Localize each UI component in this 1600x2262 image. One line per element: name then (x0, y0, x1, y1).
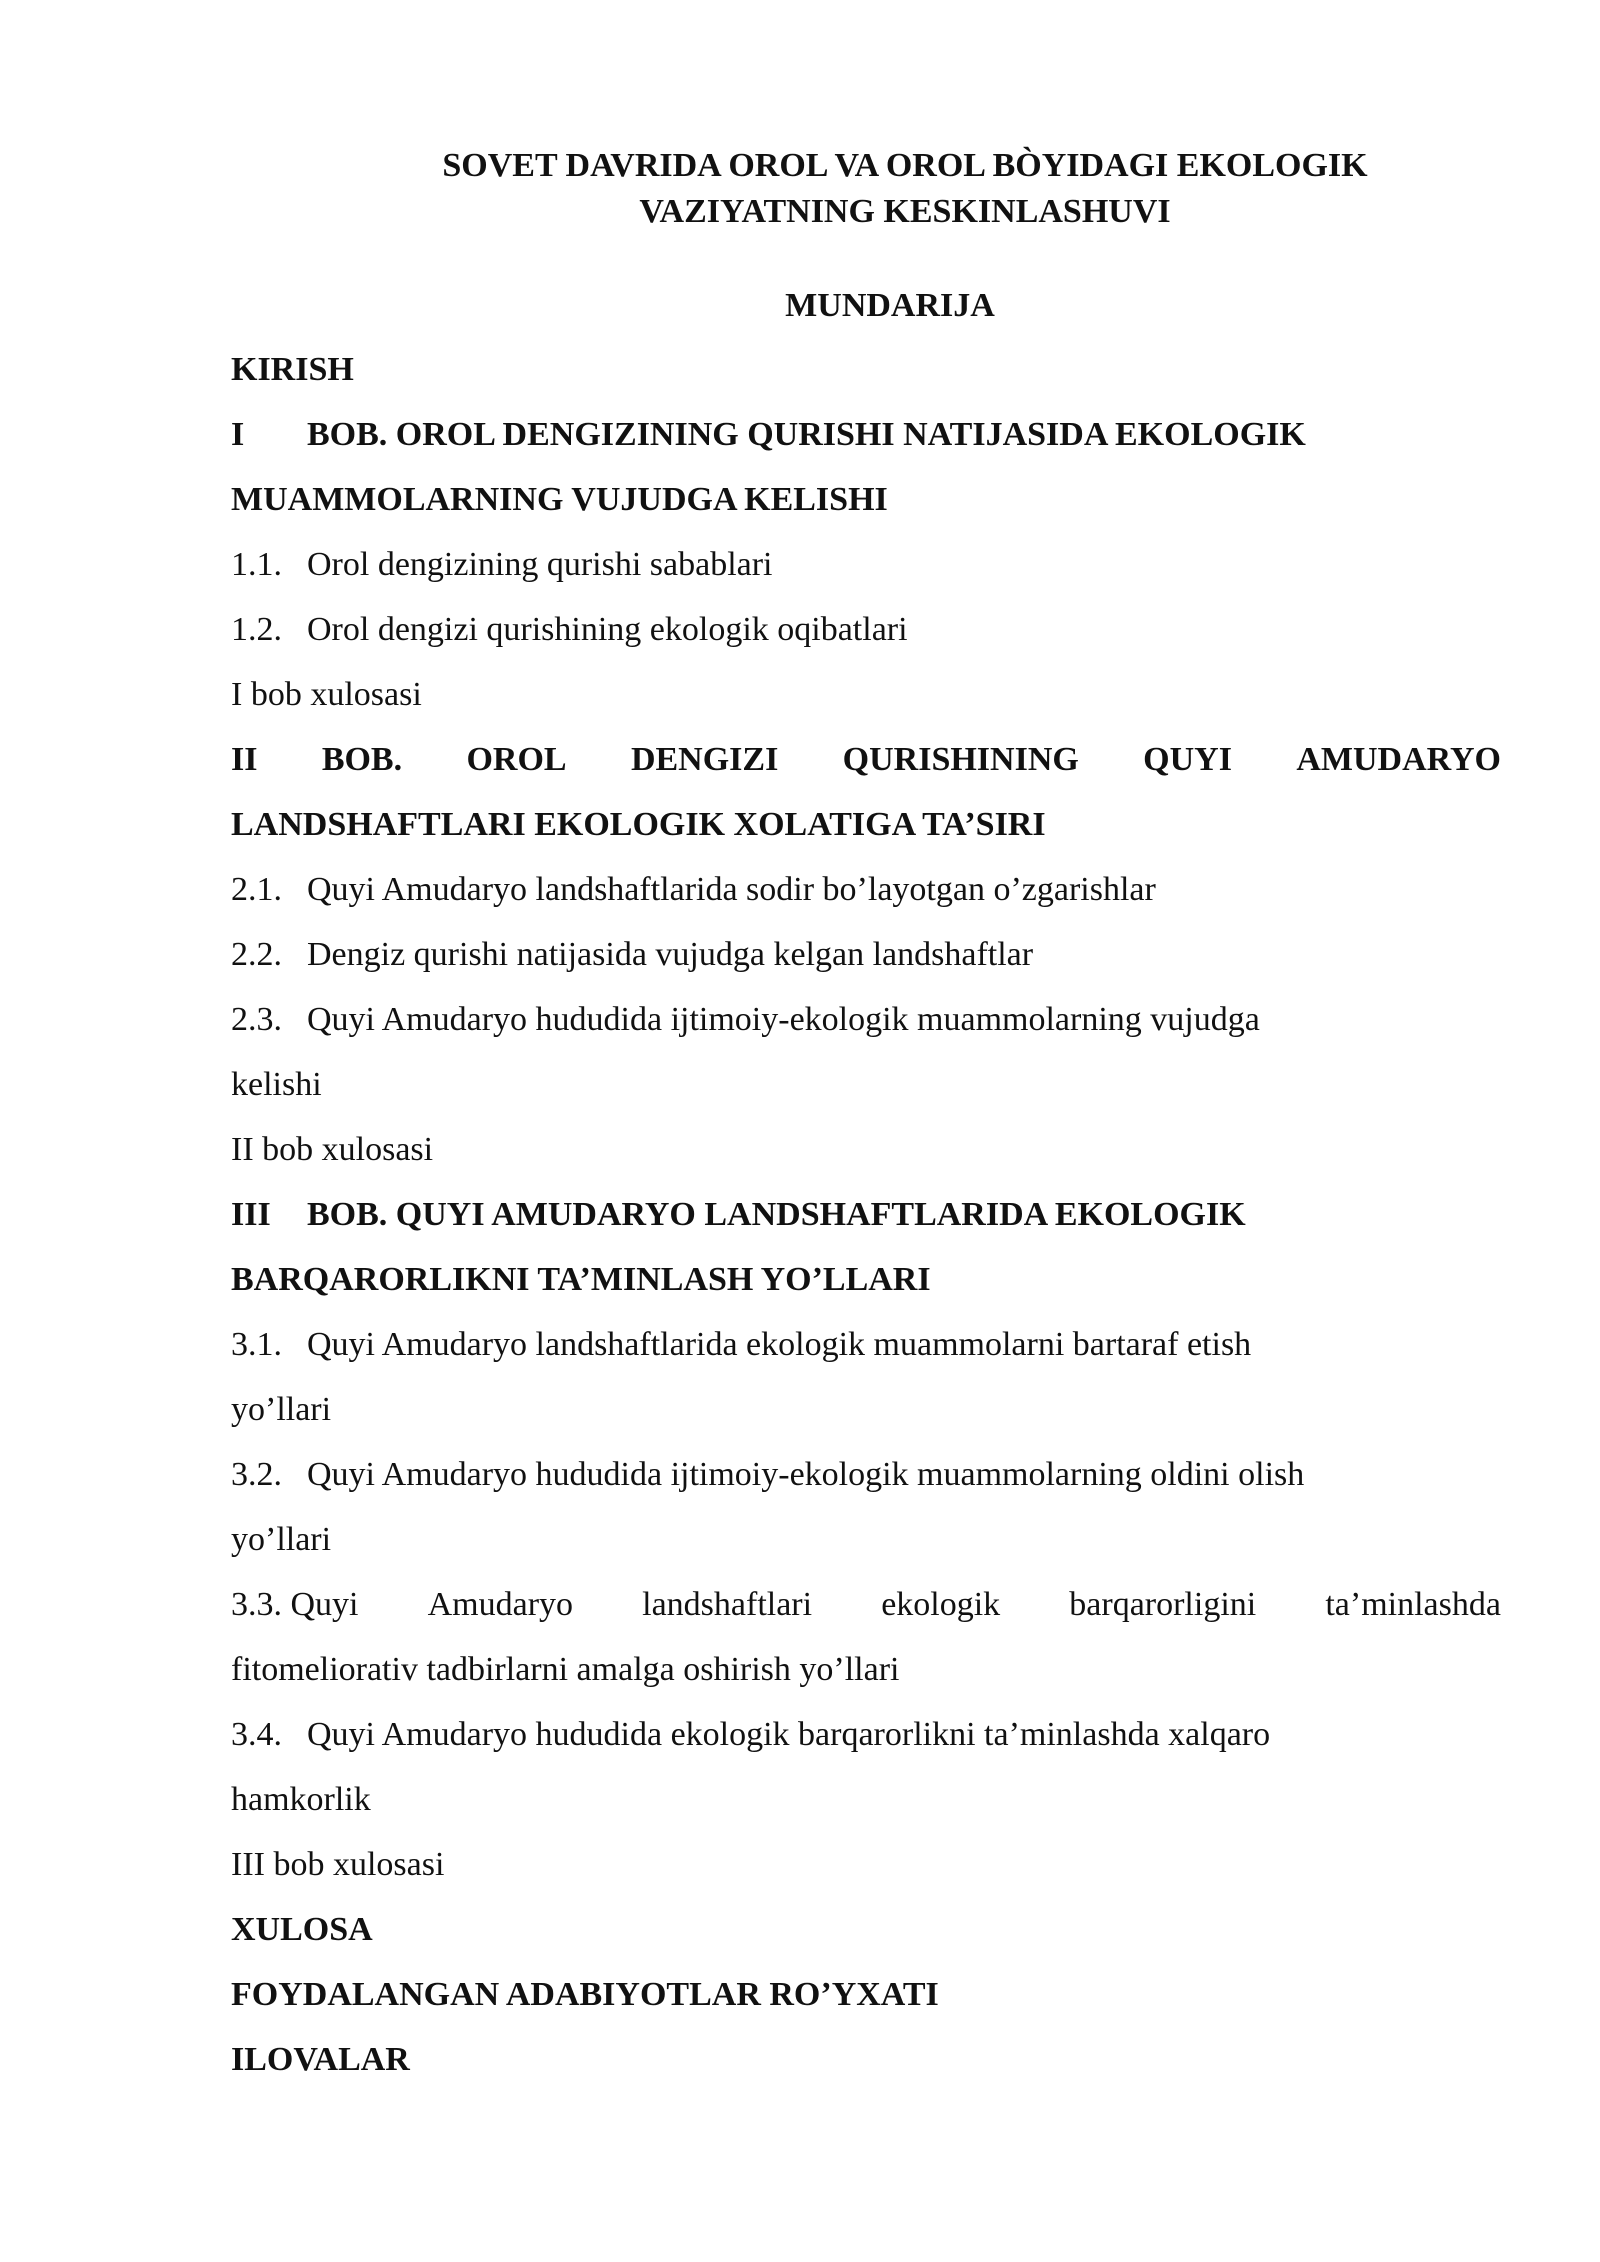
toc-references: FOYDALANGAN ADABIYOTLAR RO’YXATI (231, 1976, 939, 2013)
section-word: 3.3. Quyi (231, 1586, 359, 1623)
section-text: Quyi Amudaryo landshaftlarida ekologik muammolarni bartaraf etish (307, 1326, 1252, 1363)
section-word: landshaftlari (642, 1586, 813, 1623)
section-number: 3.2. (231, 1456, 282, 1493)
section-number: 1.2. (231, 611, 282, 648)
section-number: 3.1. (231, 1326, 282, 1363)
section-number: 2.1. (231, 871, 282, 908)
section-word: barqarorligini (1069, 1586, 1257, 1623)
chapter-1-title-text: BOB. OROL DENGIZINING QURISHI NATIJASIDA EKOLOGIK (307, 416, 1306, 453)
section-text: Dengiz qurishi natijasida vujudga kelgan landshaftlar (307, 936, 1034, 973)
chapter-2-title-word: AMUDARYO (1296, 741, 1501, 778)
toc-section-1-2 (231, 610, 1501, 650)
chapter-2-title-word: BOB. (321, 741, 403, 778)
toc-section-3-3 (231, 1585, 1501, 1625)
chapter-1-roman-numeral: I (231, 416, 245, 453)
toc-intro: KIRISH (231, 351, 354, 388)
section-word: ta’minlashda (1325, 1586, 1501, 1623)
toc-section-3-1-cont: yo’llari (231, 1391, 332, 1428)
toc-section-1-1 (231, 545, 1501, 585)
section-number: 2.2. (231, 936, 282, 973)
toc-chapter-3-title-cont: BARQARORLIKNI TA’MINLASH YO’LLARI (231, 1261, 931, 1298)
toc-appendices: ILOVALAR (231, 2041, 410, 2078)
toc-section-3-3-cont: fitomeliorativ tadbirlarni amalga oshirish yo’llari (231, 1651, 900, 1688)
toc-chapter-2-title-cont: LANDSHAFTLARI EKOLOGIK XOLATIGA TA’SIRI (231, 806, 1046, 843)
chapter-2-roman-numeral: II (231, 741, 258, 778)
section-word: ekologik (881, 1586, 1001, 1623)
toc-section-3-1 (231, 1325, 1501, 1365)
toc-section-3-4-cont: hamkorlik (231, 1781, 371, 1818)
toc-chapter-2-title (231, 740, 1501, 780)
toc-chapter-3-title (231, 1195, 1501, 1235)
section-text: Quyi Amudaryo hududida ijtimoiy-ekologik muammolarning oldini olish (307, 1456, 1305, 1493)
toc-section-3-4 (231, 1715, 1501, 1755)
chapter-2-title-word: QUYI (1143, 741, 1232, 778)
section-number: 3.4. (231, 1716, 282, 1753)
section-number: 2.3. (231, 1001, 282, 1038)
chapter-2-title-word: DENGIZI (630, 741, 779, 778)
toc-chapter-1-summary: I bob xulosasi (231, 676, 422, 713)
section-text: Orol dengizi qurishining ekologik oqibatlari (307, 611, 908, 648)
toc-chapter-3-summary: III bob xulosasi (231, 1846, 445, 1883)
toc-conclusion: XULOSA (231, 1911, 373, 1948)
chapter-3-roman-numeral: III (231, 1196, 271, 1233)
toc-chapter-1-title (231, 415, 1501, 455)
chapter-3-title-text: BOB. QUYI AMUDARYO LANDSHAFTLARIDA EKOLOGIK (307, 1196, 1246, 1233)
toc-chapter-2-summary: II bob xulosasi (231, 1131, 434, 1168)
toc-section-3-2-cont: yo’llari (231, 1521, 332, 1558)
section-word: Amudaryo (427, 1586, 574, 1623)
toc-section-2-3 (231, 1000, 1501, 1040)
toc-chapter-1-title-cont: MUAMMOLARNING VUJUDGA KELISHI (231, 481, 888, 518)
toc-section-2-1 (231, 870, 1501, 910)
toc-section-2-3-cont: kelishi (231, 1066, 322, 1103)
toc-section-2-2 (231, 935, 1501, 975)
section-text: Orol dengizining qurishi sabablari (307, 546, 773, 583)
section-text: Quyi Amudaryo hududida ekologik barqarorlikni ta’minlashda xalqaro (307, 1716, 1271, 1753)
section-text: Quyi Amudaryo landshaftlarida sodir bo’layotgan o’zgarishlar (307, 871, 1156, 908)
toc-section-3-2 (231, 1455, 1501, 1495)
document-title-line-2: VAZIYATNING KESKINLASHUVI (639, 193, 1171, 230)
document-title-line-1: SOVET DAVRIDA OROL VA OROL BÒYIDAGI EKOLOGIK (442, 147, 1368, 184)
contents-heading: MUNDARIJA (785, 287, 995, 324)
section-number: 1.1. (231, 546, 282, 583)
chapter-2-title-word: OROL (466, 741, 567, 778)
chapter-2-title-word: QURISHINING (842, 741, 1079, 778)
section-text: Quyi Amudaryo hududida ijtimoiy-ekologik muammolarning vujudga (307, 1001, 1260, 1038)
